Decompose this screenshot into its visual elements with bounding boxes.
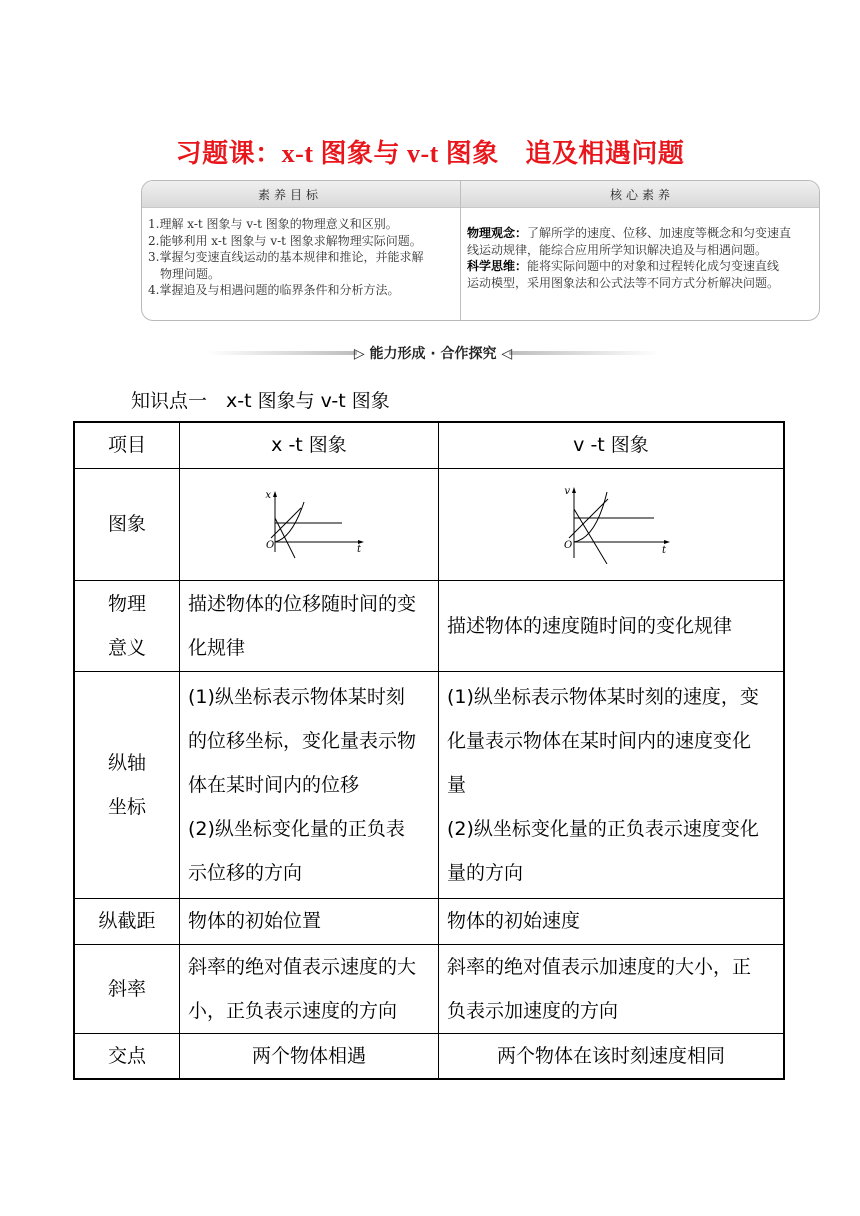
vt-graph [551,484,671,564]
core-line: 科学思维：能将实际问题中的对象和过程转化成匀变速直线 [467,259,780,273]
vt-x-axis-label: t [662,545,667,556]
row-label-vertical: 纵轴 坐标 [74,671,180,898]
table-row [74,422,784,468]
title-part2: 追及相遇问题 [525,139,685,168]
vt-origin-label: O [564,540,573,551]
goals-box [141,180,820,321]
table-row [74,898,784,944]
goal-item: 物理问题。 [160,266,221,281]
row-label-intercept: 纵截距 [74,898,180,944]
table-row [74,468,784,580]
goal-item: 4.掌握追及与相遇问题的临界条件和分析方法。 [148,283,400,297]
section-title: ▷ 能力形成 · 合作探究 ◁ [353,346,513,362]
core-line: 物理观念：了解所学的速度、位移、加速度等概念和匀变速直 [467,226,792,240]
xt-meaning: 描述物体的位移随时间的变 化规律 [180,580,439,671]
core-label: 科学思维： [467,259,528,273]
table-row [74,671,784,898]
section-bar [207,343,659,363]
page-title [0,133,860,170]
vt-y-axis-label: v [564,486,570,497]
row-label-graph: 图象 [74,468,180,580]
right-header: 核心素养 [610,188,675,202]
vt-intercept: 物体的初始速度 [439,898,785,944]
xt-intersection: 两个物体相遇 [180,1033,439,1079]
row-label-slope: 斜率 [74,944,180,1033]
xt-y-axis-label: x [265,490,271,501]
xt-graph-cell [180,468,439,580]
core-line: 运动模型，采用图象法和公式法等不同方式分析解决问题。 [467,275,780,290]
table-row [74,944,784,1033]
xt-origin-label: O [266,540,275,551]
xt-graph [254,488,364,560]
knowledge-point-heading: 知识点一 x-t 图象与 v-t 图象 [131,390,390,412]
goal-item: 1.理解 x-t 图象与 v-t 图象的物理意义和区别。 [148,217,398,231]
header-vt: v -t 图象 [439,422,785,468]
vt-vertical: (1)纵坐标表示物体某时刻的速度，变 化量表示物体在某时间内的速度变化 量 (2)纵坐标变化量的正负表示速度变化 量的方向 [439,671,785,898]
left-header: 素养目标 [258,188,323,202]
goals-divider [460,181,461,320]
table-row [74,1033,784,1079]
core-literacy [467,225,815,291]
header-xt: x -t 图象 [180,422,439,468]
title-part1: 习题课：x-t 图象与 v-t 图象 [175,139,499,168]
xt-vertical: (1)纵坐标表示物体某时刻 的位移坐标，变化量表示物 体在某时间内的位移 (2)纵坐标变化量的正负表 示位移的方向 [180,671,439,898]
vt-graph-cell [439,468,785,580]
table-row [74,580,784,671]
xt-slope: 斜率的绝对值表示速度的大 小，正负表示速度的方向 [180,944,439,1033]
goals-header [142,181,819,208]
comparison-table [73,421,785,1080]
core-line: 线运动规律，能综合应用所学知识解决追及与相遇问题。 [467,242,768,257]
header-item: 项目 [74,422,180,468]
goal-item: 2.能够利用 x-t 图象与 v-t 图象求解物理实际问题。 [148,233,422,248]
xt-x-axis-label: t [357,544,362,555]
vt-intersection: 两个物体在该时刻速度相同 [439,1033,785,1079]
vt-meaning: 描述物体的速度随时间的变化规律 [439,580,785,671]
vt-slope: 斜率的绝对值表示加速度的大小，正 负表示加速度的方向 [439,944,785,1033]
xt-intercept: 物体的初始位置 [180,898,439,944]
row-label-meaning: 物理 意义 [74,580,180,671]
goal-item: 3.掌握匀变速直线运动的基本规律和推论，并能求解 [148,250,424,264]
row-label-intersection: 交点 [74,1033,180,1079]
literacy-goals [148,216,456,299]
core-label: 物理观念： [467,226,528,240]
